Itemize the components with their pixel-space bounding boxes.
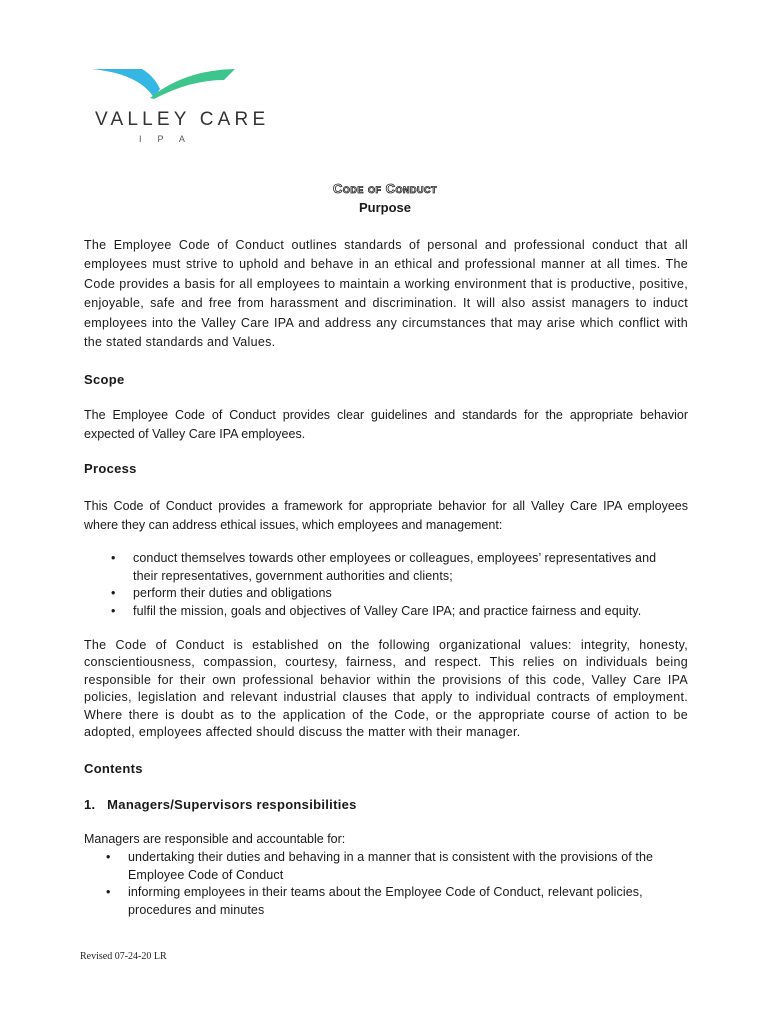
purpose-paragraph: The Employee Code of Conduct outlines standards of personal and professional conduct that all employees must strive to uphold and behave in an ethical and professional manner at all times. The Code provides a basis for all employees to maintain a working environment that is productive, positive, enjoyable, safe and free from harassment and discrimination. It will also assist managers to induct employees into the Valley Care IPA and address any circumstances that may arise which conflict with the stated standards and Values. <box>84 238 688 350</box>
scope-heading: Scope <box>84 372 125 387</box>
logo-subtitle: IPA <box>139 134 201 144</box>
bullet-icon: • <box>106 885 111 899</box>
bullet-icon: • <box>111 586 116 600</box>
bullet-icon: • <box>111 603 116 618</box>
logo-wordmark: VALLEY CARE <box>95 109 270 130</box>
scope-paragraph: The Employee Code of Conduct provides clear guidelines and standards for the appropriate behavior expected of Valley Care IPA employees. <box>84 408 688 441</box>
document-title: Code of Conduct <box>333 181 437 196</box>
values-paragraph: The Code of Conduct is established on the following organizational values: integrity, honesty, conscientiousness, compassion, courtesy, fairness, and respect. This relies on individuals being responsible for their own professional behavior within the provisions of this code, Valley Care IPA policies, legislation and relevant industrial clauses that apply to individual contracts of employment. Where there is doubt as to the application of the Code, or the appropriate course of action to be adopted, employees affected should discuss the matter with their manager. <box>84 638 688 740</box>
list-item: • perform their duties and obligations <box>133 585 673 603</box>
logo-wave-icon <box>92 66 242 106</box>
bullet-icon: • <box>106 850 111 864</box>
list-item: • informing employees in their teams about the Employee Code of Conduct, relevant policies, procedures and minutes <box>106 885 643 917</box>
process-heading: Process <box>84 461 137 476</box>
section1-bullet-list <box>106 849 673 919</box>
contents-heading: Contents <box>84 761 143 776</box>
purpose-heading: Purpose <box>358 200 411 215</box>
valley-care-logo <box>92 66 270 156</box>
list-item: • conduct themselves towards other employees or colleagues, employees’ representatives and their representatives, government authorities and clients; <box>111 551 657 583</box>
section1-heading: 1. Managers/Supervisors responsibilities <box>84 797 357 812</box>
list-item: • fulfil the mission, goals and objectives of Valley Care IPA; and practice fairness and equity. <box>133 603 673 621</box>
bullet-icon: • <box>111 551 116 565</box>
process-bullet-list <box>111 550 673 620</box>
list-item: • undertaking their duties and behaving in a manner that is consistent with the provisions of the Employee Code of Conduct <box>106 850 654 882</box>
revision-footer: Revised 07-24-20 LR <box>80 951 167 962</box>
process-paragraph: This Code of Conduct provides a framework for appropriate behavior for all Valley Care IPA employees where they can address ethical issues, which employees and management: <box>84 499 688 532</box>
section1-intro: Managers are responsible and accountable for: <box>84 832 346 846</box>
